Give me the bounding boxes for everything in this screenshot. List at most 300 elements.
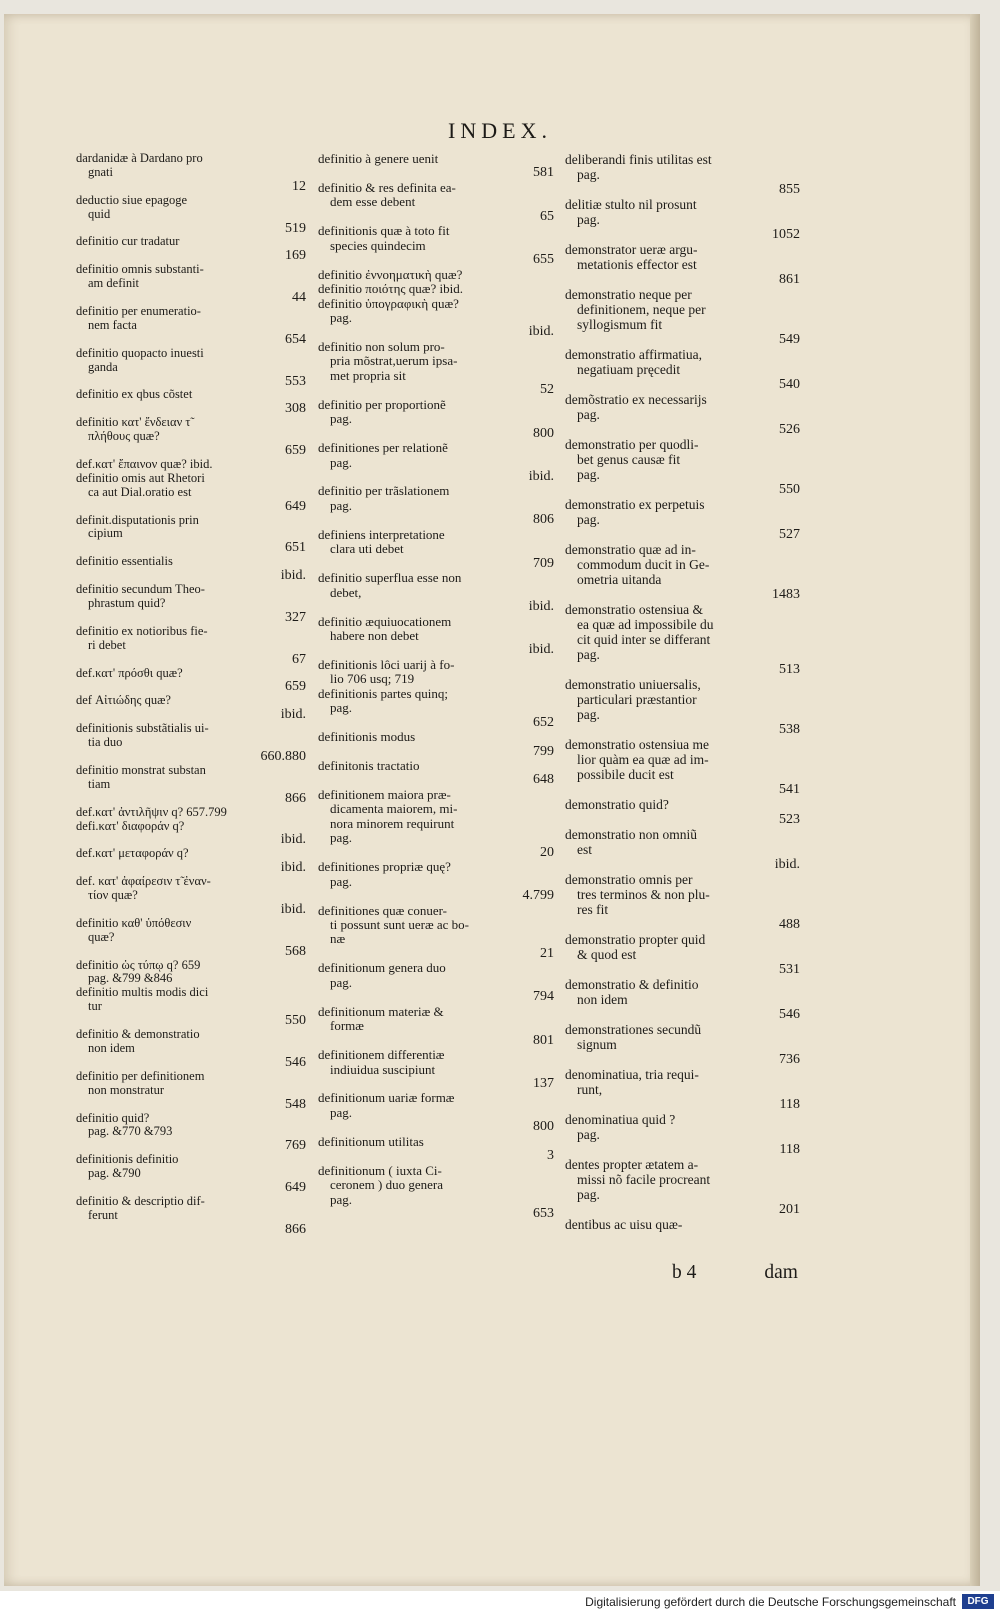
entry-line: pag. [577, 512, 600, 527]
footer-credit: Digitalisierung gefördert durch die Deutsche Forschungsgemeinschaft [585, 1595, 956, 1609]
left-column [76, 152, 306, 1237]
page-reference: 52 [540, 383, 554, 398]
index-entry [565, 242, 800, 287]
entry-line: definitionem maiora præ- [318, 787, 451, 802]
index-entry [565, 1067, 800, 1112]
entry-line: demonstratio affirmatiua, [565, 347, 702, 362]
entry-line: definitio καθ' ὑπόθεσιν [76, 916, 192, 930]
entry-line: definitio multis modis dici [76, 986, 209, 1000]
entry-line: dicamenta maiorem, mi- [330, 802, 458, 817]
page-reference: 866 [285, 791, 306, 806]
entry-line: demonstratio & definitio [565, 977, 699, 992]
page-reference: 488 [779, 917, 800, 932]
entry-line: definitionem differentiæ [318, 1048, 445, 1063]
entry-line: pag. [330, 831, 353, 846]
index-entry [318, 297, 554, 340]
index-entry [318, 528, 554, 571]
index-entry [318, 571, 554, 614]
page-reference: 655 [533, 253, 554, 268]
page-reference: 513 [779, 662, 800, 677]
entry-line: pag. [577, 1127, 600, 1142]
index-entry [565, 1112, 800, 1157]
index-entry [565, 1217, 800, 1232]
entry-line: definitio quopacto inuesti [76, 346, 204, 360]
entry-line: syllogismum fit [577, 317, 663, 332]
entry-line: definitio per proportionẽ [318, 397, 446, 412]
index-entry [76, 917, 306, 959]
page-reference: 538 [779, 722, 800, 737]
page-reference: 531 [779, 962, 800, 977]
page-reference: 1483 [772, 587, 800, 602]
dfg-logo: DFG [962, 1594, 994, 1609]
index-entry [318, 1135, 554, 1164]
page-reference: 201 [779, 1202, 800, 1217]
page-reference: 526 [779, 422, 800, 437]
index-entry [76, 472, 306, 514]
entry-line: demonstrator ueræ argu- [565, 242, 698, 257]
entry-line: demonstratio quæ ad in- [565, 542, 696, 557]
entry-line: clara uti debet [330, 542, 404, 557]
entry-line: definitio non solum pro- [318, 339, 445, 354]
page-reference: 581 [533, 166, 554, 181]
entry-line: definitionis substãtialis ui- [76, 722, 209, 736]
entry-line: dem esse debent [330, 195, 416, 210]
page-reference: 800 [533, 426, 554, 441]
entry-line: pag. [330, 455, 353, 470]
entry-line: pag. [330, 498, 353, 513]
entry-line: definitiones per relationẽ [318, 441, 448, 456]
index-entry [76, 986, 306, 1028]
index-entry [76, 1028, 306, 1070]
entry-line: definitio quid? [76, 1111, 150, 1125]
entry-line: quid [88, 207, 111, 221]
entry-line: demonstrationes secundũ [565, 1022, 702, 1037]
entry-line: definitionis quæ à toto fit [318, 224, 450, 239]
index-entry [565, 602, 800, 677]
page-reference: 67 [292, 652, 306, 667]
index-entry [318, 961, 554, 1004]
entry-line: pag. [577, 212, 600, 227]
page-reference: 137 [533, 1077, 554, 1091]
index-entry [76, 416, 306, 458]
entry-line: est [577, 842, 592, 857]
page-reference: 660.880 [260, 749, 306, 764]
index-entry [318, 340, 554, 398]
entry-line: definitio per trãslationem [318, 484, 450, 499]
entry-line: definitio secundum Theo- [76, 583, 205, 597]
entry-line: pag. [330, 975, 353, 990]
page-reference: 118 [779, 1142, 800, 1157]
entry-line: definitionis lôci uarij à fo- [318, 657, 455, 672]
index-entry [76, 1195, 306, 1237]
index-entry [565, 977, 800, 1022]
page-reference: ibid. [528, 643, 554, 658]
entry-line: definitionum genera duo [318, 961, 446, 976]
index-entry [76, 820, 306, 848]
index-entry [565, 1157, 800, 1217]
entry-line: non idem [88, 1042, 135, 1055]
page-reference: 169 [285, 249, 306, 264]
page-reference: 65 [540, 209, 554, 224]
index-entry [76, 847, 306, 875]
index-entry [318, 398, 554, 441]
entry-line: pag. [577, 407, 600, 422]
entry-line: ometria uitanda [577, 572, 662, 587]
page-reference: 1052 [772, 227, 800, 242]
entry-line: ea quæ ad impossibile du [577, 617, 714, 632]
page-reference: 806 [533, 513, 554, 528]
page-reference: 308 [285, 402, 306, 417]
index-entry [565, 287, 800, 347]
entry-line: demonstratio quid? [565, 797, 669, 812]
entry-line: nora minorem requirunt [330, 816, 455, 831]
index-entry [565, 677, 800, 737]
entry-line: definitio à genere uenit [318, 152, 439, 166]
index-entry [76, 625, 306, 667]
entry-line: dentibus ac uisu quæ- [565, 1217, 683, 1232]
page-reference: 652 [533, 715, 554, 730]
entry-line: definitonis tractatio [318, 759, 420, 774]
page-reference: 866 [285, 1222, 306, 1237]
page-reference: ibid. [528, 325, 554, 340]
index-entry [565, 392, 800, 437]
entry-line: tres terminos & non plu- [577, 887, 710, 902]
entry-line: definitio monstrat substan [76, 763, 206, 777]
page-reference: 800 [533, 1120, 554, 1135]
index-entry [318, 441, 554, 484]
index-entry [318, 860, 554, 903]
page-reference: 651 [285, 541, 306, 556]
page-reference: 519 [285, 221, 306, 236]
entry-line: pag. [577, 167, 600, 182]
page-reference: 20 [540, 845, 554, 860]
entry-line: indiuidua suscipiunt [330, 1062, 436, 1077]
entry-line: definitionem, neque per [577, 302, 706, 317]
entry-line: deliberandi finis utilitas est [565, 152, 712, 167]
page-reference: 546 [285, 1055, 306, 1070]
catchword-line [672, 1262, 798, 1284]
entry-line: debet, [330, 585, 362, 600]
index-entry [76, 694, 306, 722]
page-reference: 649 [285, 499, 306, 514]
entry-line: definitio & descriptio dif- [76, 1194, 205, 1208]
entry-line: pag. &790 [88, 1167, 141, 1181]
page-reference: 709 [533, 556, 554, 571]
index-entry [76, 1070, 306, 1112]
index-entry [76, 959, 306, 987]
entry-line: demonstratio ex perpetuis [565, 497, 705, 512]
index-entry [565, 437, 800, 497]
entry-line: demõstratio ex necessarijs [565, 392, 707, 407]
entry-line: demonstratio ostensiua me [565, 737, 709, 752]
page-reference: ibid. [280, 902, 306, 917]
entry-line: definitio & demonstratio [76, 1028, 200, 1042]
catchword: dam [764, 1262, 798, 1283]
entry-line: demonstratio uniuersalis, [565, 677, 701, 692]
entry-line: met propria sit [330, 368, 406, 383]
entry-line: definitio ποιότης quæ? ibid. [318, 282, 463, 297]
entry-line: definitio ὑπογραφικὴ quæ? [318, 296, 459, 311]
entry-line: def.κατ' ἀντιλῆψιν q? 657.799 [76, 805, 227, 819]
entry-line: res fit [577, 902, 609, 917]
entry-line: am definit [88, 277, 140, 291]
index-entry [318, 181, 554, 224]
index-entry [318, 687, 554, 730]
entry-line: pag. [577, 1187, 600, 1202]
entry-line: pag. [330, 701, 353, 716]
entry-line: def. κατ' ἀφαίρεσιν τ̃ ἐναν- [76, 875, 211, 889]
entry-line: gnati [88, 165, 113, 179]
index-entry [76, 388, 306, 416]
page-reference: 855 [779, 182, 800, 197]
digitization-footer [0, 1591, 1000, 1613]
index-entry [318, 1005, 554, 1048]
entry-line: pag. [577, 707, 600, 722]
entry-line: demonstratio per quodli- [565, 437, 699, 452]
index-entry [76, 583, 306, 625]
entry-line: τίον quæ? [88, 889, 138, 903]
entry-line: species quindecim [330, 238, 426, 253]
entry-line: definitio cur tradatur [76, 235, 180, 249]
entry-line: tia duo [88, 736, 123, 750]
index-entry [318, 904, 554, 962]
entry-line: definitionum uariæ formæ [318, 1091, 455, 1106]
entry-line: pag. [330, 1192, 353, 1207]
entry-line: negatiuam pręcedit [577, 362, 681, 377]
entry-line: ca aut Dial.oratio est [88, 485, 192, 499]
entry-line: def Αἰτιώδης quæ? [76, 694, 171, 708]
entry-line: definitio essentialis [76, 555, 173, 569]
page-reference: 549 [779, 332, 800, 347]
entry-line: ceronem ) duo genera [330, 1178, 443, 1193]
entry-line: pag. [577, 467, 600, 482]
entry-line: definitio omis aut Rhetori [76, 471, 205, 485]
index-entry [76, 722, 306, 764]
page-reference: 327 [285, 610, 306, 625]
entry-line: ti possunt sunt ueræ ac bo- [330, 918, 470, 933]
page-reference: 548 [285, 1097, 306, 1112]
page-reference: 527 [779, 527, 800, 542]
entry-line: bet genus causæ fit [577, 452, 681, 467]
page-reference: 550 [285, 1014, 306, 1029]
index-entry [318, 788, 554, 860]
entry-line: definitio ἐννοηματικὴ quæ? [318, 267, 463, 282]
entry-line: runt, [577, 1082, 603, 1097]
index-entry [565, 497, 800, 542]
page-reference: 12 [292, 179, 306, 194]
entry-line: pag. [330, 1105, 353, 1120]
page-reference: ibid. [774, 857, 800, 872]
index-entry [318, 759, 554, 788]
entry-line: tur [88, 1000, 102, 1014]
page-reference: 546 [779, 1007, 800, 1022]
entry-line: pag. [330, 874, 353, 889]
entry-line: ri debet [88, 638, 126, 652]
page-reference: 44 [292, 291, 306, 305]
page-reference: ibid. [280, 861, 306, 876]
index-entry [318, 730, 554, 759]
entry-line: ganda [88, 360, 118, 374]
entry-line: non monstratur [88, 1083, 165, 1097]
index-entry [76, 764, 306, 806]
right-column [565, 152, 800, 1232]
index-entry [76, 235, 306, 263]
page-reference: 861 [779, 272, 800, 287]
entry-line: lior quàm ea quæ ad im- [577, 752, 709, 767]
entry-line: definitio superflua esse non [318, 571, 462, 586]
entry-line: ferunt [88, 1208, 118, 1222]
page-reference: ibid. [528, 469, 554, 484]
entry-line: phrastum quid? [88, 597, 166, 610]
index-entry [565, 872, 800, 932]
index-entry [76, 1112, 306, 1154]
entry-line: definitio κατ' ἔνδειαν τ̃ [76, 416, 191, 430]
page-reference: 550 [779, 482, 800, 497]
entry-line: demonstratio propter quid [565, 932, 706, 947]
page-reference: 553 [285, 374, 306, 389]
entry-line: def.κατ' πρόσθι quæ? [76, 666, 183, 680]
page-reference: 4.799 [522, 889, 554, 904]
entry-line: definitiones quæ conuer- [318, 903, 447, 918]
index-entry [565, 152, 800, 197]
entry-line: demonstratio ostensiua & [565, 602, 703, 617]
entry-line: possibile ducit est [577, 767, 674, 782]
page-reference: 654 [285, 332, 306, 347]
entry-line: nem facta [88, 318, 137, 332]
index-entry [318, 1048, 554, 1091]
index-entry [76, 875, 306, 917]
index-entry [76, 667, 306, 695]
page-reference: 799 [533, 744, 554, 759]
entry-line: quæ? [88, 930, 115, 944]
page-reference: 568 [285, 944, 306, 959]
entry-line: pag. &770 &793 [88, 1125, 173, 1139]
page-reference: ibid. [528, 600, 554, 615]
entry-line: formæ [330, 1019, 364, 1034]
index-entry [318, 1091, 554, 1134]
page-reference: 649 [285, 1181, 306, 1195]
entry-line: definitio æquiuocationem [318, 614, 452, 629]
entry-line: delitiæ stulto nil prosunt [565, 197, 697, 212]
entry-line: demonstratio non omniũ [565, 827, 697, 842]
index-entry [318, 615, 554, 658]
entry-line: definit.disputationis prin [76, 513, 199, 527]
entry-line: particulari præstantior [577, 692, 697, 707]
entry-line: defi.κατ' διαφοράν q? [76, 819, 185, 833]
index-entry [318, 1164, 554, 1222]
entry-line: tiam [88, 777, 111, 791]
index-entry [318, 658, 554, 687]
page-reference: 659 [285, 444, 306, 458]
entry-line: definitionis partes quinq; [318, 686, 448, 701]
index-entry [565, 737, 800, 797]
entry-line: definitionum materiæ & [318, 1004, 444, 1019]
index-entry [565, 797, 800, 827]
page-reference: 659 [285, 680, 306, 695]
index-entry [565, 1022, 800, 1067]
index-entry [565, 347, 800, 392]
entry-line: definitionum utilitas [318, 1134, 424, 1149]
entry-line: missi nõ facile procreant [577, 1172, 711, 1187]
entry-line: definitio per enumeratio- [76, 304, 201, 318]
entry-line: denominatiua, tria requi- [565, 1067, 699, 1082]
entry-line: definiens interpretatione [318, 527, 445, 542]
entry-line: habere non debet [330, 628, 419, 643]
entry-line: lio 706 usq; 719 [330, 672, 415, 687]
entry-line: commodum ducit in Ge- [577, 557, 710, 572]
entry-line: definitionis modus [318, 730, 416, 745]
entry-line: demonstratio neque per [565, 287, 692, 302]
page-reference: 769 [285, 1139, 306, 1154]
entry-line: pag. [330, 412, 353, 427]
page-reference: 541 [779, 782, 800, 797]
page-reference: ibid. [280, 708, 306, 723]
entry-line: & quod est [577, 947, 637, 962]
page-reference: ibid. [280, 569, 306, 584]
entry-line: definitionis definitio [76, 1153, 179, 1167]
entry-line: næ [330, 932, 346, 947]
index-entry [76, 458, 306, 472]
index-entry [565, 827, 800, 872]
index-entry [76, 514, 306, 556]
index-entry [318, 282, 554, 296]
page-reference: 21 [540, 946, 554, 961]
page-reference: 794 [533, 990, 554, 1005]
entry-line: definitio & res definita ea- [318, 180, 456, 195]
page-reference: 118 [779, 1097, 800, 1112]
page-edge [970, 14, 980, 1586]
entry-line: definitio ex qbus cõstet [76, 388, 193, 402]
entry-line: pag. [330, 310, 353, 325]
index-entry [318, 152, 554, 181]
entry-line: non idem [577, 992, 628, 1007]
entry-line: denominatiua quid ? [565, 1112, 676, 1127]
page-reference: 3 [547, 1149, 554, 1164]
index-entry [565, 542, 800, 602]
entry-line: pag. &799 &846 [88, 972, 173, 986]
entry-line: definitio ex notioribus fie- [76, 624, 208, 638]
middle-column [318, 152, 554, 1222]
signature-mark: b 4 [672, 1262, 697, 1283]
page-header: INDEX. [448, 118, 552, 143]
entry-line: pria mõstrat,uerum ipsa- [330, 354, 458, 369]
index-entry [76, 347, 306, 389]
index-entry [76, 263, 306, 305]
page-reference: 648 [533, 773, 554, 788]
index-entry [565, 932, 800, 977]
index-entry [318, 224, 554, 267]
entry-line: definitio omnis substanti- [76, 263, 204, 277]
page-reference: 736 [779, 1052, 800, 1067]
entry-line: deductio siue epagoge [76, 193, 188, 207]
entry-line: def.κατ' μεταφοράν q? [76, 847, 189, 861]
entry-line: definitiones propriæ quę? [318, 860, 451, 875]
entry-line: def.κατ' ἔπαινον quæ? ibid. [76, 457, 213, 471]
entry-line: dardanidæ à Dardano pro [76, 152, 203, 165]
entry-line: pag. [577, 647, 600, 662]
entry-line: demonstratio omnis per [565, 872, 693, 887]
entry-line: cipium [88, 527, 123, 541]
page-reference: 540 [779, 377, 800, 392]
entry-line: dentes propter ætatem a- [565, 1157, 699, 1172]
page-reference: 653 [533, 1207, 554, 1222]
index-entry [565, 197, 800, 242]
entry-line: definitio ὡς τύπῳ q? 659 [76, 958, 201, 972]
index-entry [76, 194, 306, 236]
page-reference: ibid. [280, 833, 306, 848]
entry-line: definitio per definitionem [76, 1069, 205, 1083]
entry-line: signum [577, 1037, 617, 1052]
